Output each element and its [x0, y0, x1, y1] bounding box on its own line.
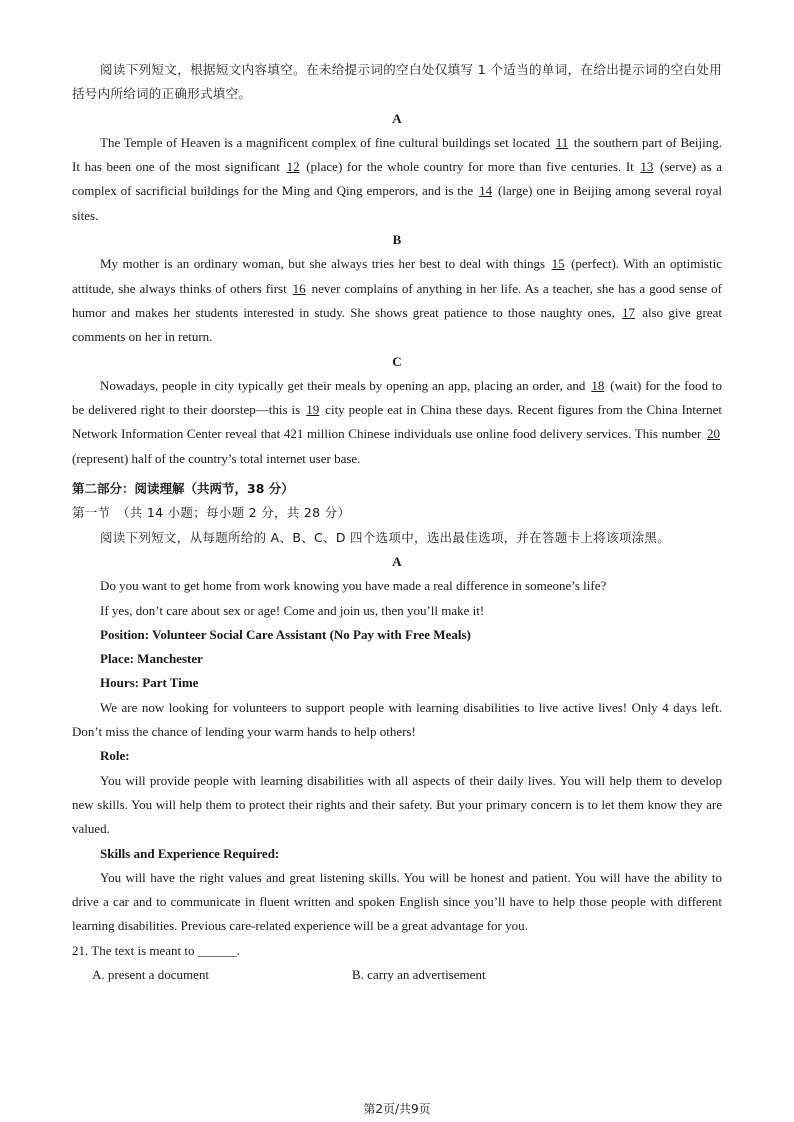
- blank-15: 15: [551, 256, 565, 272]
- part1-instruction: 阅读下列短文，根据短文内容填空。在未给提示词的空白处仅填写 1 个适当的单词，在给出提示词的空白处用括号内所给词的正确形式填空。: [72, 62, 722, 102]
- ad-place: Place: Manchester: [100, 651, 203, 667]
- passage-a-text: The Temple of Heaven is a magnificent complex of fine cultural buildings set located 11 the southern part of Beijing. It has been one of the most significant 12 (place) for the whole country for more than five centuries. It 13 (serve) as a complex of sacrificial buildings for the Ming and Qing emperors, and is the 14 (large) one in Beijing among several royal sites.: [72, 134, 723, 223]
- option-a: A. present a document: [92, 966, 209, 982]
- passage-a-label: A: [392, 110, 402, 126]
- page-footer: 第2页/共9页: [363, 1102, 431, 1116]
- blank-19: 19: [306, 402, 320, 418]
- option-b: B. carry an advertisement: [352, 966, 486, 982]
- passage-b-text: My mother is an ordinary woman, but she always tries her best to deal with things 15 (perfect). With an optimistic attitude, she always thinks of others first 16 never complains of anything in her life. As a teacher, she has a good sense of humor and makes her students interested in study. She shows great patience to those naughty ones, 17 also give great comments on her in return.: [72, 256, 722, 345]
- ad-role-text: You will provide people with learning disabilities with all aspects of their daily lives. You will help them to develop new skills. You will help them to protect their rights and their safety. But your primary concern is to let them know they are valued.: [72, 772, 722, 837]
- passage-c-label: C: [392, 353, 402, 369]
- reading-a-line1: Do you want to get home from work knowing you have made a real difference in someone’s life?: [100, 578, 607, 594]
- question-21-stem: 21. The text is meant to ______.: [72, 942, 241, 958]
- blank-11: 11: [555, 134, 569, 150]
- ad-skills-heading: Skills and Experience Required:: [100, 845, 280, 861]
- ad-skills-text: You will have the right values and great listening skills. You will be honest and patient. You will have the ability to drive a car and to communicate in fluent written and spoken English since you’ll have to help those people with different learning disabilities. Previous care-related experience will be a great advantage for you.: [72, 869, 722, 934]
- question-21-options: [92, 963, 722, 987]
- reading-a-line2: If yes, don’t care about sex or age! Come and join us, then you’ll make it!: [100, 602, 485, 618]
- section1-heading: 第一节 （共 14 小题；每小题 2 分，共 28 分）: [72, 505, 351, 521]
- blank-17: 17: [621, 304, 635, 320]
- blank-20: 20: [707, 426, 720, 442]
- blank-18: 18: [591, 377, 605, 393]
- exam-page: [72, 58, 722, 987]
- blank-14: 14: [479, 183, 493, 199]
- passage-b-label: B: [392, 232, 402, 248]
- ad-position: Position: Volunteer Social Care Assistant (No Pay with Free Meals): [100, 626, 471, 642]
- reading-a-label: A: [392, 553, 402, 569]
- ad-hours: Hours: Part Time: [100, 675, 199, 691]
- blank-16: 16: [292, 280, 306, 296]
- ad-role-heading: Role:: [100, 748, 130, 764]
- blank-13: 13: [640, 159, 654, 175]
- blank-12: 12: [286, 159, 300, 175]
- part2-instruction: 阅读下列短文，从每题所给的 A、B、C、D 四个选项中，选出最佳选项，并在答题卡上将该项涂黑。: [100, 529, 671, 545]
- ad-intro: We are now looking for volunteers to support people with learning disabilities to live active lives! Only 4 days left. Don’t miss the chance of lending your warm hands to help others!: [72, 699, 722, 740]
- part2-heading: 第二部分：阅读理解（共两节，38 分）: [72, 481, 294, 497]
- passage-c-text: Nowadays, people in city typically get their meals by opening an app, placing an order, and 18 (wait) for the food to be delivered right to their doorstep—this is 19 city people eat in China these days. Recent figures from the China Internet Network Information Center reveal that 421 million Chinese individuals use online food delivery services. This number 20 (represent) half of the country’s total internet user base.: [72, 377, 722, 466]
